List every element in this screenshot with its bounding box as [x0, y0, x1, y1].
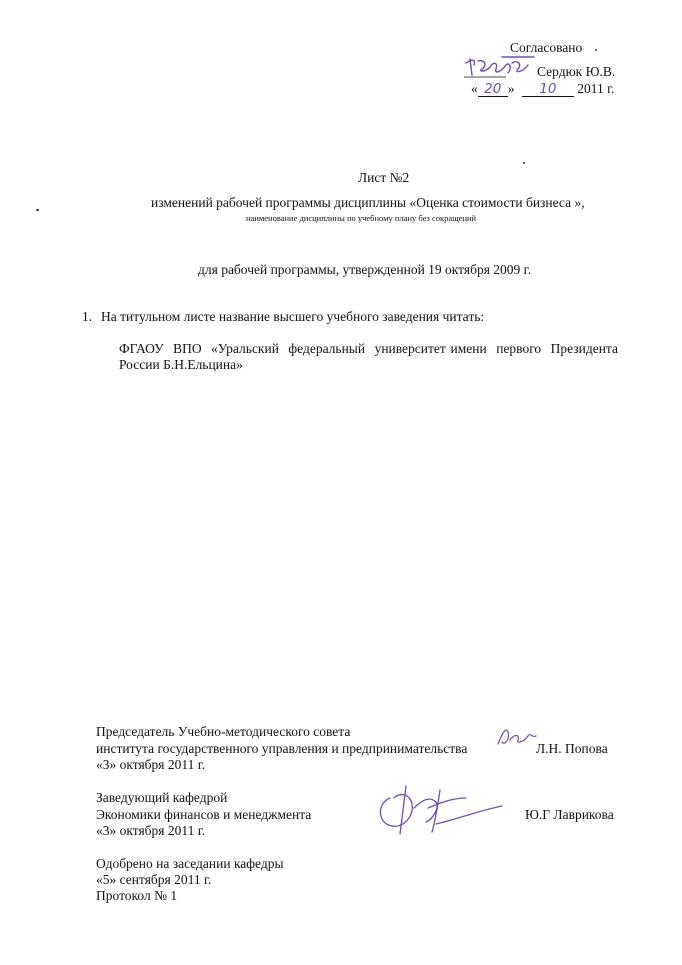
approval-signer: Сердюк Ю.В.	[537, 64, 616, 79]
head-signature	[370, 778, 510, 840]
approval-day: 20	[478, 82, 508, 97]
date-close-quote: »	[507, 81, 515, 96]
speck	[523, 162, 525, 164]
head-title-line2: Экономики финансов и менеджмента	[96, 807, 312, 822]
approval-signature	[462, 55, 542, 83]
item-detail-line1: ФГАОУ ВПО «Уральский федеральный университет имени первого Президента	[119, 341, 618, 356]
approved-line1: Одобрено на заседании кафедры	[96, 856, 284, 871]
item-detail-line2: России Б.Н.Ельцина»	[119, 357, 243, 372]
approval-agreed: Согласовано	[510, 40, 583, 55]
speck	[595, 49, 597, 51]
program-approval-line: для рабочей программы, утвержденной 19 октября 2009 г.	[198, 262, 532, 277]
approved-line2: «5» сентября 2011 г.	[96, 872, 212, 887]
date-open-quote: «	[471, 81, 478, 96]
speck	[36, 209, 39, 211]
head-name: Ю.Г Лаврикова	[525, 807, 614, 822]
discipline-caption: наименование дисциплины по учебному плану без сокращений	[246, 213, 477, 223]
council-date: «3» октября 2011 г.	[96, 757, 206, 772]
approval-month: 10	[522, 82, 574, 97]
changes-heading: изменений рабочей программы дисциплины «Оценка стоимости бизнеса »,	[151, 195, 585, 210]
head-title-line1: Заведующий кафедрой	[96, 790, 228, 805]
sheet-title: Лист №2	[358, 170, 410, 185]
approval-date	[471, 81, 615, 97]
item-number: 1.	[82, 309, 93, 324]
head-date: «3» октября 2011 г.	[96, 823, 206, 838]
protocol-number: Протокол № 1	[96, 888, 178, 903]
council-title-line1: Председатель Учебно-методического совета	[96, 724, 351, 739]
council-signer-name: Л.Н. Попова	[536, 741, 608, 756]
item-text: На титульном листе название высшего учебного заведения читать:	[101, 309, 485, 324]
approval-year: 2011 г.	[577, 81, 615, 96]
council-title-line2: института государственного управления и предпринимательства	[96, 741, 468, 756]
council-signature	[492, 722, 542, 752]
